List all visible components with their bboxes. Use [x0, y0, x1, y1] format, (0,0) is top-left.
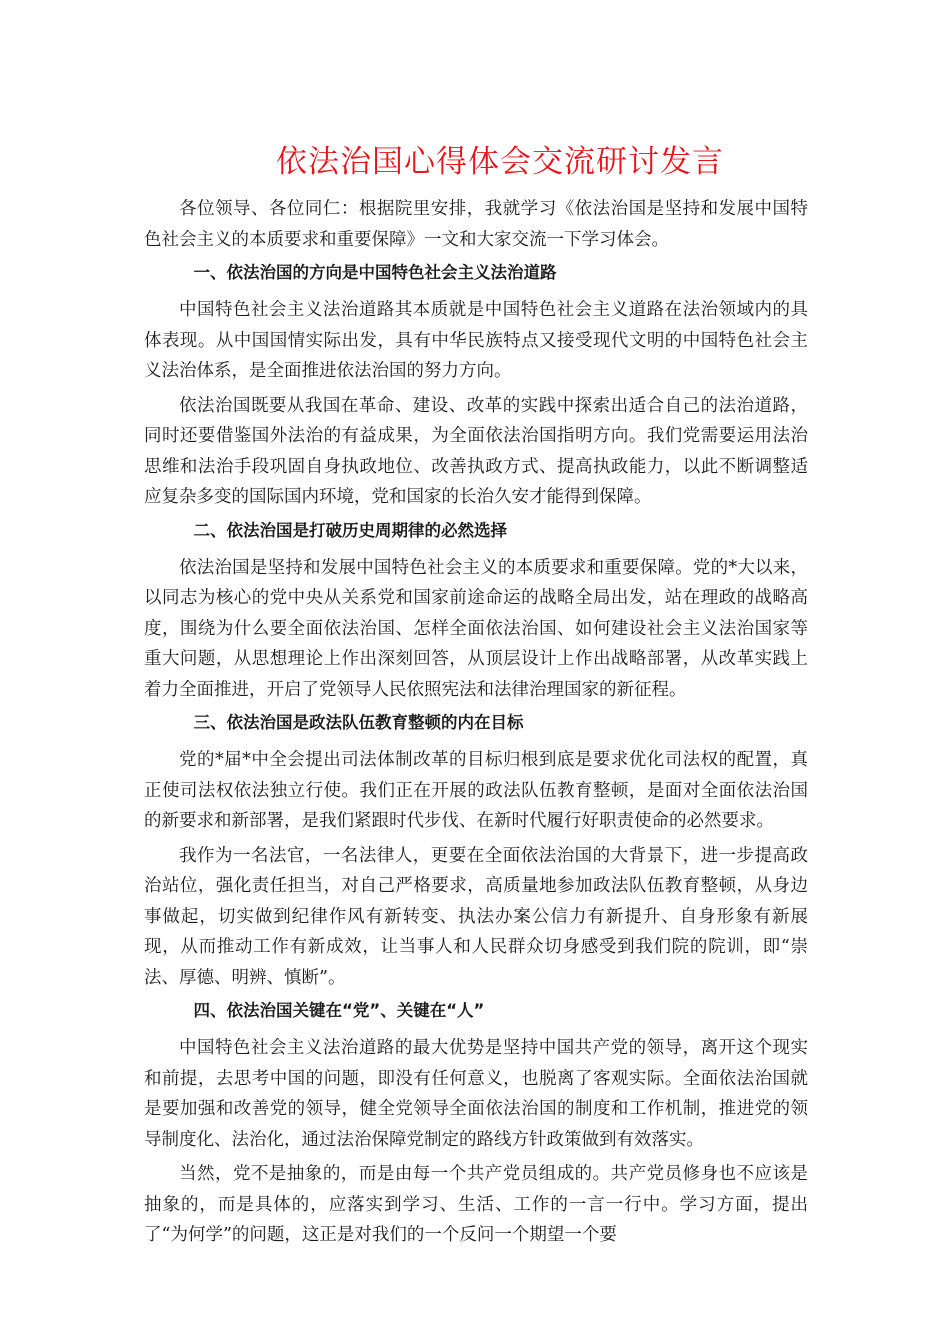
section-4-paragraph-1: 中国特色社会主义法治道路的最大优势是坚持中国共产党的领导，离开这个现实和前提，去思考中国的问题，即没有任何意义，也脱离了客观实际。全面依法治国就是要加强和改善党的领导，健全党领导全面依法治国的制度和工作机制，推进党的领导制度化、法治化，通过法治保障党制定的路线方针政策做到有效落实。	[144, 1038, 808, 1150]
section-4-paragraph-2: 当然，党不是抽象的，而是由每一个共产党员组成的。共产党员修身也不应该是抽象的，而是具体的，应落实到学习、生活、工作的一言一行中。学习方面，提出了“为何学”的问题，这正是对我们的一个反问一个期望一个要	[144, 1164, 808, 1245]
section-1-heading: 一、依法治国的方向是中国特色社会主义法治道路	[193, 263, 557, 282]
section-1-paragraph-2: 依法治国既要从我国在革命、建设、改革的实践中探索出适合自己的法治道路，同时还要借鉴国外法治的有益成果，为全面依法治国指明方向。我们党需要运用法治思维和法治手段巩固自身执政地位、改善执政方式、提高执政能力，以此不断调整适应复杂多变的国际国内环境，党和国家的长治久安才能得到保障。	[144, 395, 808, 507]
document-page	[144, 128, 808, 1255]
section-3-paragraph-2: 我作为一名法官，一名法律人，更要在全面依法治国的大背景下，进一步提高政治站位，强化责任担当，对自己严格要求，高质量地参加政法队伍教育整顿，从身边事做起，切实做到纪律作风有新转变、执法办案公信力有新提升、自身形象有新展现，从而推动工作有新成效，让当事人和人民群众切身感受到我们院的院训，即“崇法、厚德、明辨、慎断”。	[144, 845, 808, 988]
section-4-heading: 四、依法治国关键在“党”、关键在“人”	[193, 1001, 485, 1020]
section-3-heading: 三、依法治国是政法队伍教育整顿的内在目标	[193, 713, 524, 732]
document-title: 依法治国心得体会交流研讨发言	[276, 144, 724, 180]
section-3-paragraph-1: 党的*届*中全会提出司法体制改革的目标归根到底是要求优化司法权的配置，真正使司法权依法独立行使。我们正在开展的政法队伍教育整顿，是面对全面依法治国的新要求和新部署，是我们紧跟时代步伐、在新时代履行好职责使命的必然要求。	[144, 750, 808, 831]
section-1-paragraph-1: 中国特色社会主义法治道路其本质就是中国特色社会主义道路在法治领域内的具体表现。从中国国情实际出发，具有中华民族特点又接受现代文明的中国特色社会主义法治体系，是全面推进依法治国的努力方向。	[144, 300, 808, 381]
section-2-paragraph-1: 依法治国是坚持和发展中国特色社会主义的本质要求和重要保障。党的*大以来，以同志为核心的党中央从关系党和国家前途命运的战略全局出发，站在理政的战略高度，围绕为什么要全面依法治国、怎样全面依法治国、如何建设社会主义法治国家等重大问题，从思想理论上作出深刻回答，从顶层设计上作出战略部署，从改革实践上着力全面推进，开启了党领导人民依照宪法和法律治理国家的新征程。	[144, 557, 808, 700]
intro-paragraph: 各位领导、各位同仁：根据院里安排，我就学习《依法治国是坚持和发展中国特色社会主义的本质要求和重要保障》一文和大家交流一下学习体会。	[144, 199, 808, 250]
section-2-heading: 二、依法治国是打破历史周期律的必然选择	[193, 520, 507, 540]
